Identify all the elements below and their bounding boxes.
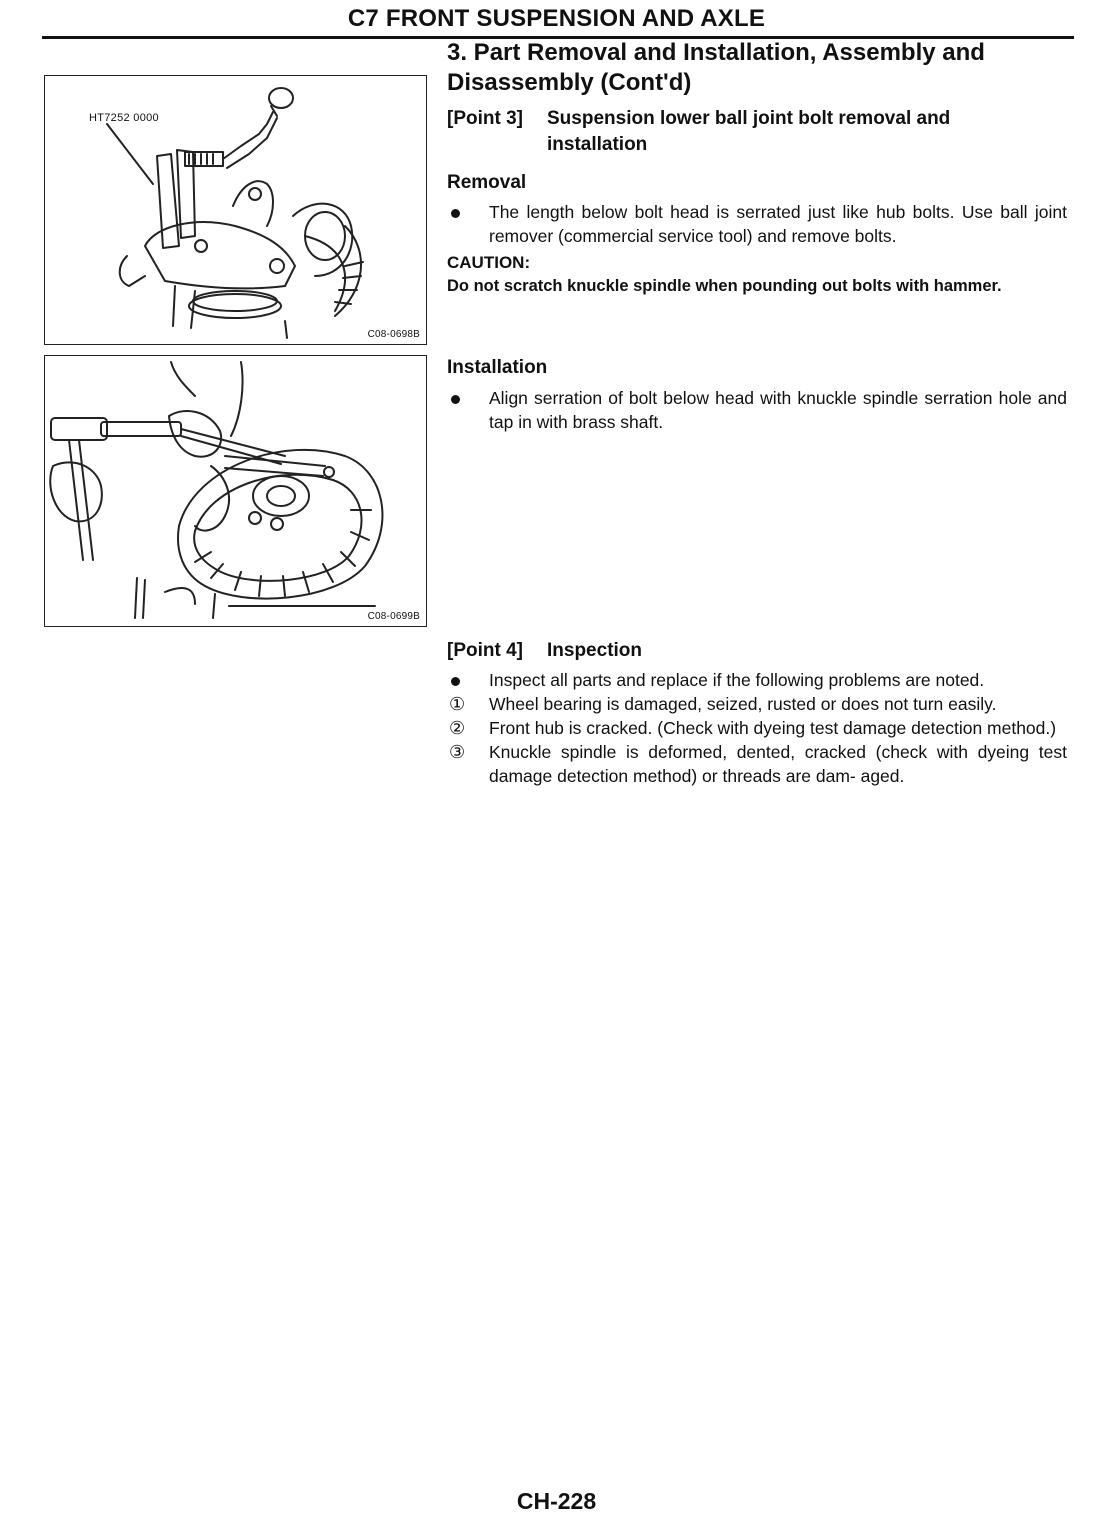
item-text: Front hub is cracked. (Check with dyeing test damage detection method.) xyxy=(489,718,1057,738)
page-number: CH-228 xyxy=(516,1488,597,1514)
removal-bullet-text: The length below bolt head is serrated just like hub bolts. Use ball joint remover (commercial service tool) and remove bolts. xyxy=(489,202,1067,246)
figure-code-label: C08-0698B xyxy=(367,329,420,340)
figure-hammer-brass-shaft xyxy=(44,355,427,627)
bullet-icon xyxy=(451,677,460,686)
item-text: Wheel bearing is damaged, seized, rusted or does not turn easily. xyxy=(489,694,997,714)
section-title-line1: 3. Part Removal and Installation, Assembly and xyxy=(447,39,985,66)
point4-tag: [Point 4] xyxy=(447,640,523,661)
figure-ball-joint-remover xyxy=(44,75,427,345)
bullet-icon xyxy=(451,395,460,404)
installation-section xyxy=(447,356,1067,434)
point3-tag: [Point 3] xyxy=(447,108,523,129)
list-item xyxy=(447,200,1067,248)
item-number: ③ xyxy=(449,742,466,762)
list-item xyxy=(447,692,1067,716)
removal-heading: Removal xyxy=(447,172,527,193)
figure-code-label: C08-0699B xyxy=(367,611,420,622)
list-item xyxy=(447,668,1067,692)
section-title-block xyxy=(447,38,1067,98)
item-text: Knuckle spindle is deformed, dented, cracked (check with dyeing test damage detection method) or threads are dam- aged. xyxy=(489,742,1067,786)
item-number: ① xyxy=(449,694,466,714)
point4-title: Inspection xyxy=(547,640,643,661)
hammer-brass-shaft-illustration xyxy=(45,356,425,624)
tool-code-label: HT7252 0000 xyxy=(89,112,159,124)
list-item xyxy=(447,386,1067,434)
installation-heading: Installation xyxy=(447,357,548,378)
list-item xyxy=(447,740,1067,788)
point3-heading xyxy=(447,106,1067,158)
point3-title-line2: installation xyxy=(547,134,648,155)
ball-joint-remover-illustration xyxy=(45,76,425,342)
caution-text: Do not scratch knuckle spindle when pounding out bolts with hammer. xyxy=(447,277,1002,295)
item-number: ② xyxy=(449,718,466,738)
installation-bullet-text: Align serration of bolt below head with knuckle spindle serration hole and tap in with brass shaft. xyxy=(489,388,1067,432)
point4-section xyxy=(447,638,1067,788)
bullet-icon xyxy=(451,209,460,218)
caution-label: CAUTION: xyxy=(447,253,531,272)
removal-section xyxy=(447,171,1067,298)
section-title-line2: Disassembly (Cont'd) xyxy=(447,69,692,96)
point3-title-line1: Suspension lower ball joint bolt removal and xyxy=(547,108,951,129)
list-item xyxy=(447,716,1067,740)
point4-bullet-text: Inspect all parts and replace if the following problems are noted. xyxy=(489,670,985,690)
page-title: C7 FRONT SUSPENSION AND AXLE xyxy=(347,5,766,32)
